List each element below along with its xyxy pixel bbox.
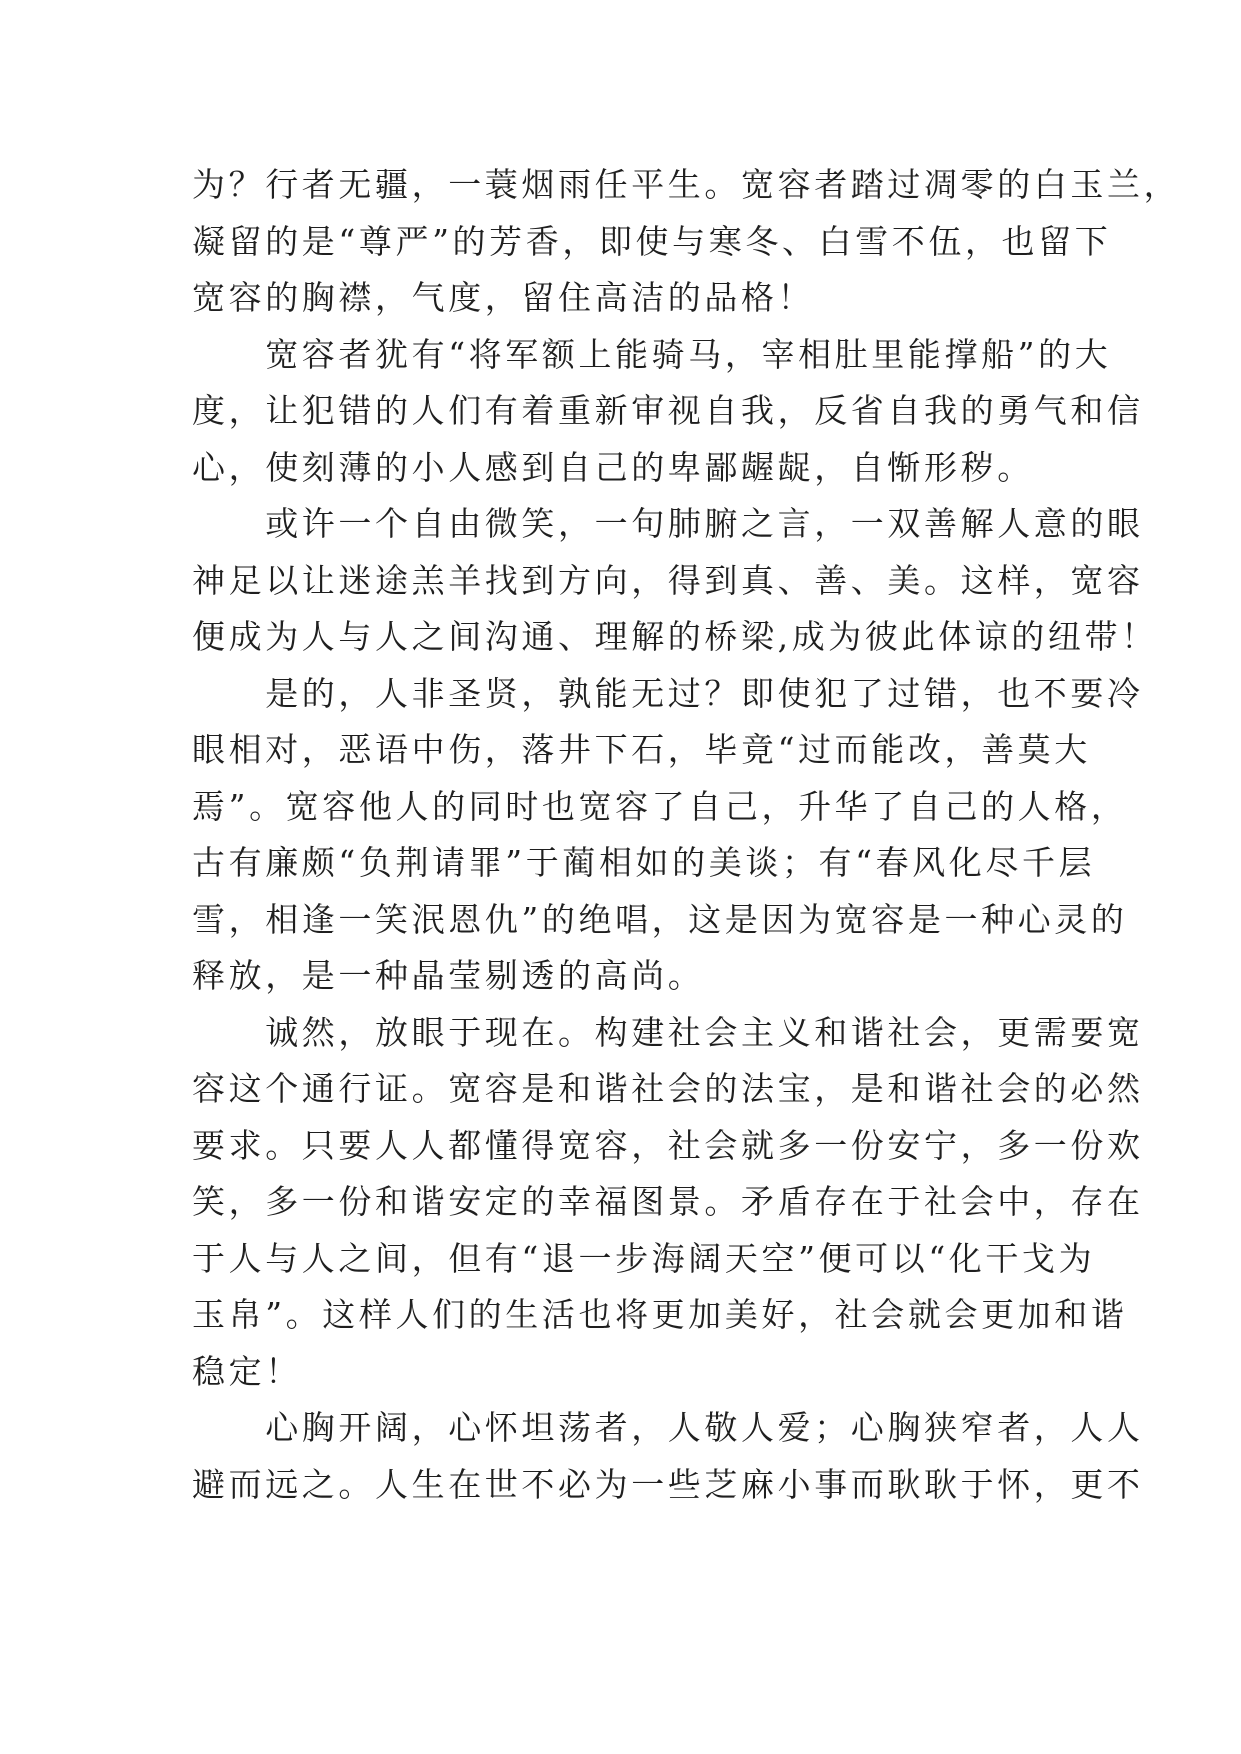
text-line: 诚然，放眼于现在。构建社会主义和谐社会，更需要宽 — [192, 1012, 1144, 1052]
text-line: 雪，相逢一笑泯恩仇”的绝唱，这是因为宽容是一种心灵的 — [192, 899, 1128, 939]
text-line: 是的，人非圣贤，孰能无过？即使犯了过错，也不要冷 — [192, 673, 1144, 713]
text-line: 便成为人与人之间沟通、理解的桥梁,成为彼此体谅的纽带！ — [192, 617, 1158, 656]
text-line: 稳定！ — [192, 1351, 302, 1391]
text-line: 古有廉颇“负荆请罪”于蔺相如的美谈；有“春风化尽千层 — [192, 843, 1096, 882]
text-line: 焉”。宽容他人的同时也宽容了自己，升华了自己的人格， — [192, 786, 1128, 826]
text-line: 或许一个自由微笑，一句肺腑之言，一双善解人意的眼 — [192, 504, 1144, 543]
text-line: 笑，多一份和谐安定的幸福图景。矛盾存在于社会中，存在 — [192, 1182, 1144, 1221]
text-line: 宽容者犹有“将军额上能骑马，宰相肚里能撑船”的大 — [192, 334, 1112, 374]
text-line: 释放，是一种晶莹剔透的高尚。 — [192, 956, 705, 995]
text-line: 于人与人之间，但有“退一步海阔天空”便可以“化干戈为 — [192, 1238, 1096, 1278]
essay-text — [192, 157, 1181, 1513]
text-line: 神足以让迷途羔羊找到方向，得到真、善、美。这样，宽容 — [192, 560, 1144, 600]
text-line: 为？行者无疆，一蓑烟雨任平生。宽容者踏过凋零的白玉兰， — [192, 165, 1181, 204]
text-line: 避而远之。人生在世不必为一些芝麻小事而耿耿于怀，更不 — [192, 1464, 1144, 1504]
text-line: 要求。只要人人都懂得宽容，社会就多一份安宁，多一份欢 — [192, 1125, 1144, 1165]
text-line: 度，让犯错的人们有着重新审视自我，反省自我的勇气和信 — [192, 391, 1144, 430]
text-line: 心胸开阔，心怀坦荡者，人敬人爱；心胸狭窄者，人人 — [192, 1408, 1144, 1447]
text-line: 凝留的是“尊严”的芳香，即使与寒冬、白雪不伍，也留下 — [192, 221, 1112, 261]
text-line: 心，使刻薄的小人感到自己的卑鄙龌龊，自惭形秽。 — [192, 447, 1034, 487]
text-line: 宽容的胸襟，气度，留住高洁的品格！ — [192, 278, 815, 317]
text-line: 眼相对，恶语中伤，落井下石，毕竟“过而能改，善莫大 — [192, 730, 1091, 769]
text-line: 容这个通行证。宽容是和谐社会的法宝，是和谐社会的必然 — [192, 1069, 1144, 1108]
text-line: 玉帛”。这样人们的生活也将更加美好，社会就会更加和谐 — [192, 1295, 1128, 1334]
